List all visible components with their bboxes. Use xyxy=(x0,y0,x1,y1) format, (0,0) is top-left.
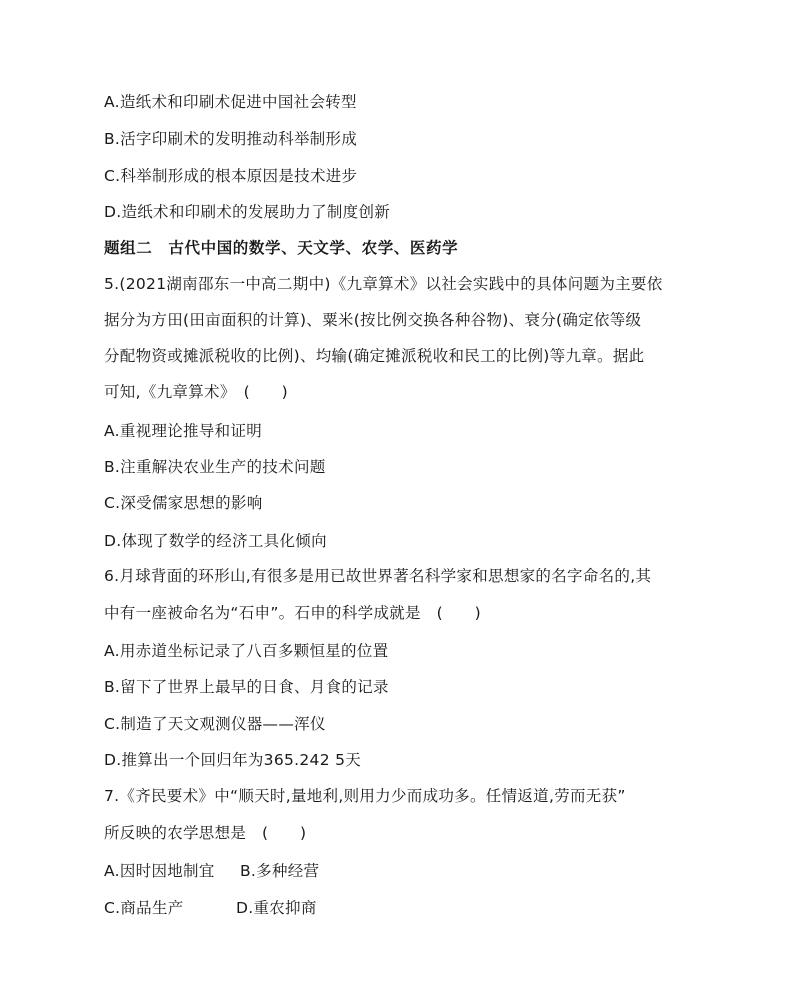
q7-stem-line-2: 所反映的农学思想是 ( ) xyxy=(104,824,307,842)
q4-option-a: A.造纸术和印刷术促进中国社会转型 xyxy=(104,93,357,111)
q5-stem-line-3: 分配物资或摊派税收的比例)、均输(确定摊派税收和民工的比例)等九章。据此 xyxy=(104,347,645,365)
section-heading: 题组二 古代中国的数学、天文学、农学、医药学 xyxy=(104,239,459,257)
q6-stem-line-1: 6.月球背面的环形山,有很多是用已故世界著名科学家和思想家的名字命名的,其 xyxy=(104,567,652,585)
q6-option-d: D.推算出一个回归年为365.242 5天 xyxy=(104,751,362,769)
q4-option-d: D.造纸术和印刷术的发展助力了制度创新 xyxy=(104,203,391,221)
q6-option-c: C.制造了天文观测仪器——浑仪 xyxy=(104,715,326,733)
q5-option-d: D.体现了数学的经济工具化倾向 xyxy=(104,532,327,550)
q7-option-b: B.多种经营 xyxy=(240,862,320,880)
q5-stem-line-4: 可知,《九章算术》 ( ) xyxy=(104,383,288,401)
q6-option-b: B.留下了世界上最早的日食、月食的记录 xyxy=(104,678,389,696)
q5-option-c: C.深受儒家思想的影响 xyxy=(104,494,263,512)
q7-option-c: C.商品生产 xyxy=(104,899,184,917)
q7-options-row-1 xyxy=(104,861,319,881)
q6-option-a: A.用赤道坐标记录了八百多颗恒星的位置 xyxy=(104,642,389,660)
q5-option-b: B.注重解决农业生产的技术问题 xyxy=(104,458,326,476)
q5-option-a: A.重视理论推导和证明 xyxy=(104,422,263,440)
q7-options-row-2 xyxy=(104,898,317,918)
q7-stem-line-1: 7.《齐民要术》中“顺天时,量地利,则用力少而成功多。任情返道,劳而无获” xyxy=(104,787,626,805)
q7-option-a: A.因时因地制宜 xyxy=(104,862,215,880)
q5-stem-line-1: 5.(2021湖南邵东一中高二期中)《九章算术》以社会实践中的具体问题为主要依 xyxy=(104,275,663,293)
q4-option-b: B.活字印刷术的发明推动科举制形成 xyxy=(104,130,358,148)
q7-option-d: D.重农抑商 xyxy=(236,899,317,917)
q5-stem-line-2: 据分为方田(田亩面积的计算)、粟米(按比例交换各种谷物)、衰分(确定依等级 xyxy=(104,311,642,329)
q6-stem-line-2: 中有一座被命名为“石申”。石申的科学成就是 ( ) xyxy=(104,604,481,622)
q4-option-c: C.科举制形成的根本原因是技术进步 xyxy=(104,167,358,185)
